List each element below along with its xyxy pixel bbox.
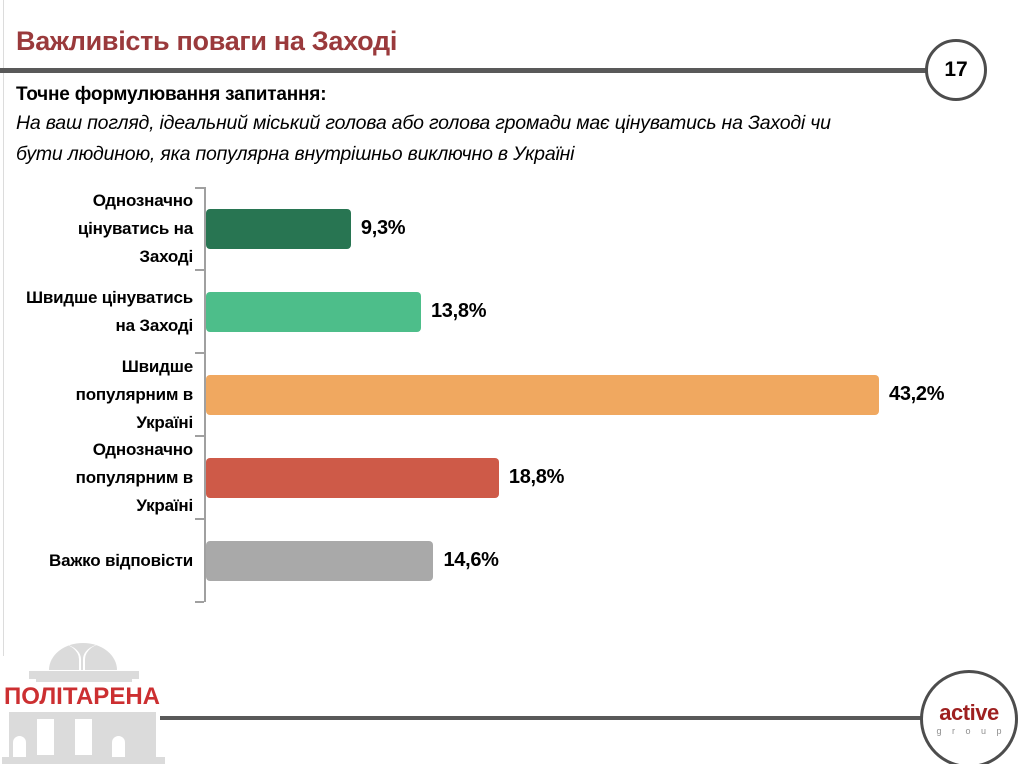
axis-tick <box>195 518 204 520</box>
axis-tick <box>195 435 204 437</box>
slide-title: Важливість поваги на Заході <box>16 26 398 56</box>
value-label: 43,2% <box>889 383 945 405</box>
category-label: Однозначно цінуватись на Заході <box>77 190 193 266</box>
category-label: Швидше популярним в Україні <box>75 356 193 432</box>
chart-row <box>0 353 1010 436</box>
value-label: 14,6% <box>443 549 499 571</box>
politarena-logo-text: ПОЛІТАРЕНА <box>2 682 168 712</box>
building-dome <box>49 643 117 670</box>
category-label: Однозначно популярним в Україні <box>75 439 193 515</box>
chart-row <box>0 519 1010 602</box>
page-number: 17 <box>944 58 968 81</box>
axis-tick <box>195 352 204 354</box>
chart-row <box>0 270 1010 353</box>
value-label: 9,3% <box>360 217 406 239</box>
axis-tick <box>195 269 204 271</box>
bar-3 <box>206 375 879 415</box>
bar-chart <box>0 187 1010 602</box>
building-base <box>2 757 165 764</box>
page-number-badge <box>925 39 987 101</box>
bar-5 <box>206 541 433 581</box>
building-entablature <box>29 671 139 679</box>
axis-tick <box>195 187 204 189</box>
value-label: 13,8% <box>430 300 487 322</box>
bar-4 <box>206 458 499 498</box>
question-text <box>16 108 1006 170</box>
active-group-logo <box>920 670 1018 764</box>
value-label: 18,8% <box>508 466 565 488</box>
axis-tick <box>195 601 204 603</box>
footer-divider-line <box>160 716 922 720</box>
bar-2 <box>206 292 421 332</box>
question-line-2: бути людиною, яка популярна внутрішньо виключно в Україні <box>16 143 575 165</box>
bar-1 <box>206 209 351 249</box>
question-heading: Точне формулювання запитання: <box>16 84 327 105</box>
chart-row <box>0 187 1010 270</box>
active-group-logo-active: active <box>939 700 999 725</box>
politarena-logo <box>0 640 170 764</box>
active-group-logo-group: g r o u p <box>936 726 1006 736</box>
bar-chart-rows <box>0 187 1010 602</box>
question-line-1: На ваш погляд, ідеальний міський голова або голова громади має цінуватись на Заході чи <box>16 112 831 134</box>
chart-row <box>0 436 1010 519</box>
category-label: Важко відповісти <box>49 550 193 570</box>
title-underline <box>0 68 927 73</box>
category-label: Швидше цінуватись на Заході <box>26 287 193 335</box>
